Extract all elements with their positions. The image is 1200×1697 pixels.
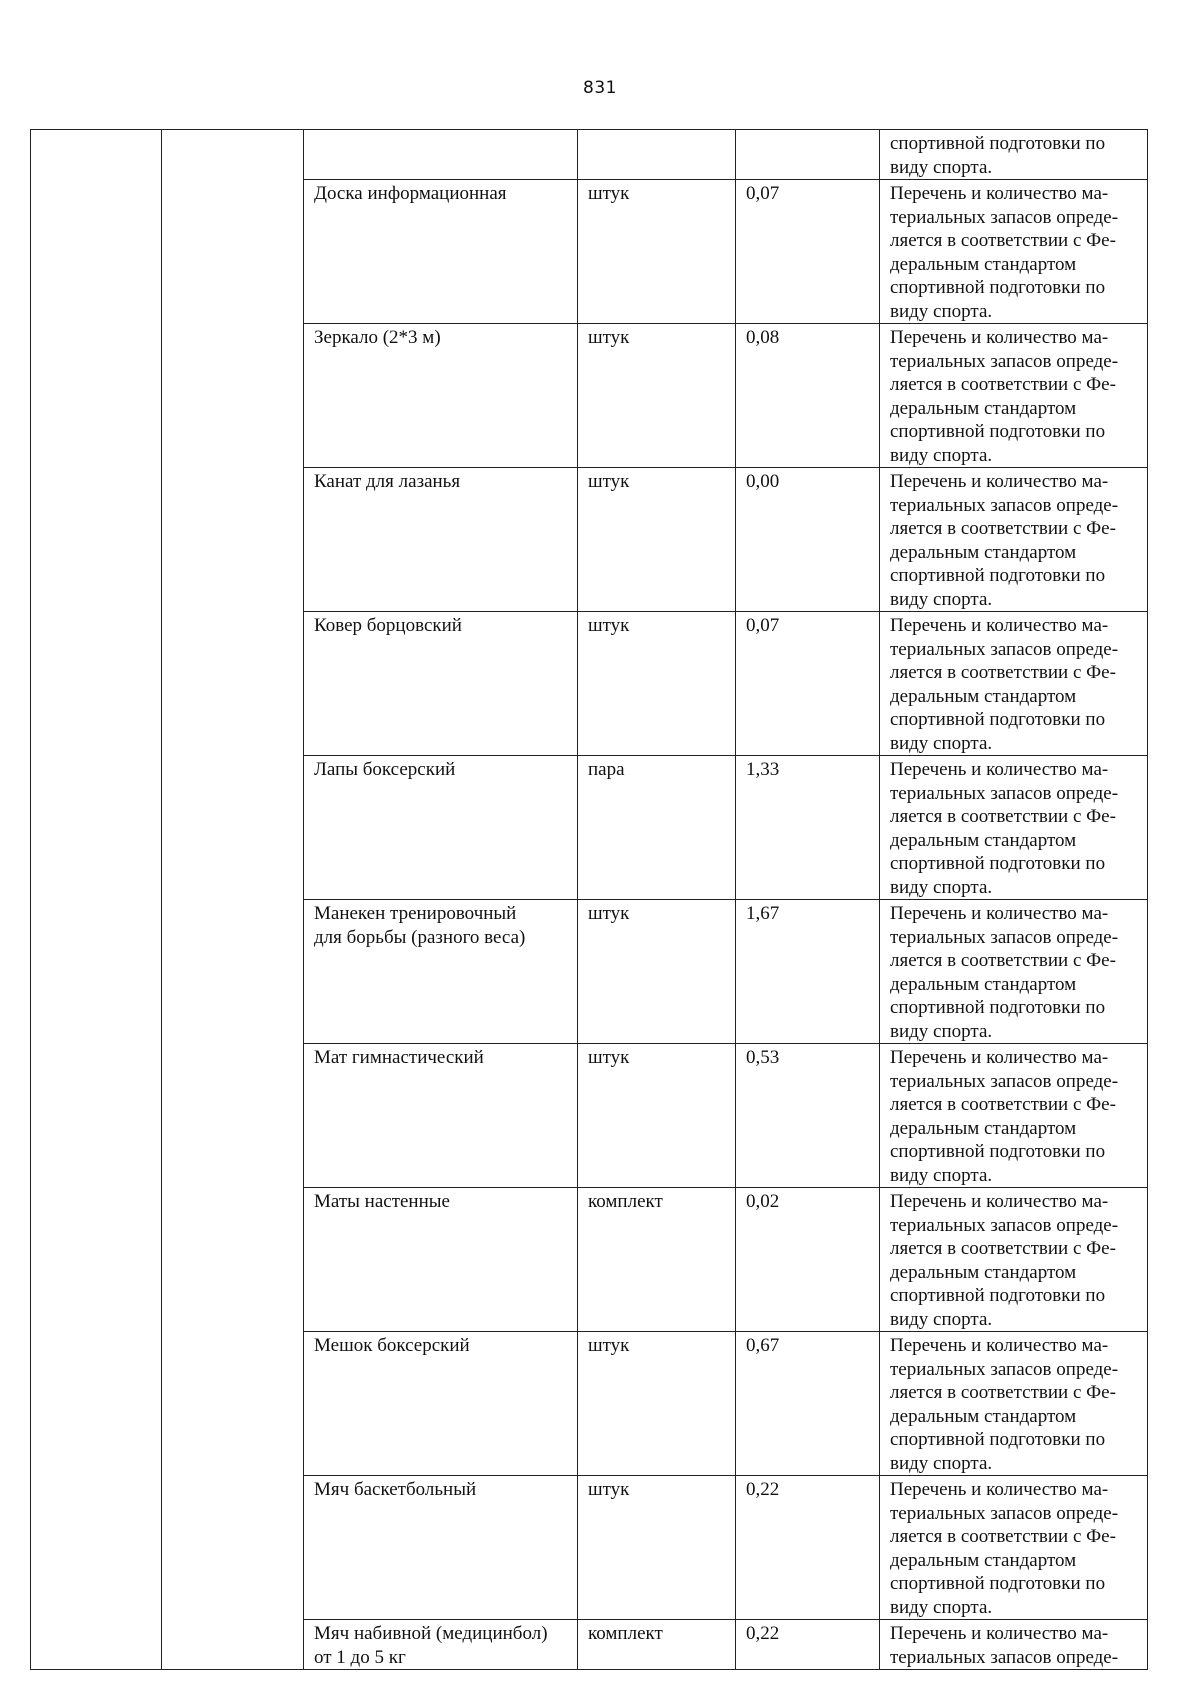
note-line: деральным стандартом <box>890 1405 1077 1427</box>
item-name: Зеркало (2*3 м) <box>314 327 441 348</box>
note-cell <box>880 756 1148 900</box>
note-line: деральным стандартом <box>890 1549 1077 1571</box>
unit-cell: штук <box>578 1476 736 1620</box>
merged-column-2 <box>162 130 304 1670</box>
note-line: териальных запасов опреде- <box>890 1646 1119 1668</box>
note-line: деральным стандартом <box>890 1261 1077 1283</box>
note-line: териальных запасов опреде- <box>890 638 1119 660</box>
note-line: териальных запасов опреде- <box>890 350 1119 372</box>
qty-cell <box>736 130 880 180</box>
unit-cell <box>578 130 736 180</box>
note-line: териальных запасов опреде- <box>890 494 1119 516</box>
note-line: виду спорта. <box>890 1308 993 1330</box>
note-line: деральным стандартом <box>890 397 1077 419</box>
unit-cell: штук <box>578 612 736 756</box>
note-line: виду спорта. <box>890 444 993 466</box>
item-cell <box>304 612 578 756</box>
note-line: ляется в соответствии с Фе- <box>890 1526 1116 1547</box>
note-line: спортивной подготовки по <box>890 565 1106 586</box>
unit-cell: комплект <box>578 1620 736 1670</box>
note-line: спортивной подготовки по <box>890 709 1106 730</box>
note-line: Перечень и количество ма- <box>890 615 1109 636</box>
item-name: Канат для лазанья <box>314 471 461 492</box>
note-line: Перечень и количество ма- <box>890 759 1109 780</box>
note-line: Перечень и количество ма- <box>890 1623 1109 1644</box>
note-line: виду спорта. <box>890 732 993 754</box>
table-row-continuation <box>31 130 1148 180</box>
note-line: Перечень и количество ма- <box>890 1335 1109 1356</box>
qty-cell: 1,33 <box>736 756 880 900</box>
note-line: спортивной подготовки по <box>890 277 1106 298</box>
note-line: териальных запасов опреде- <box>890 1358 1119 1380</box>
note-cell <box>880 1476 1148 1620</box>
note-cell <box>880 1620 1148 1670</box>
note-cell <box>880 324 1148 468</box>
note-line: виду спорта. <box>890 876 993 898</box>
unit-cell: штук <box>578 180 736 324</box>
qty-cell: 0,67 <box>736 1332 880 1476</box>
unit-cell: штук <box>578 1044 736 1188</box>
item-name: от 1 до 5 кг <box>314 1646 406 1668</box>
note-line: ляется в соответствии с Фе- <box>890 374 1116 395</box>
item-cell <box>304 130 578 180</box>
item-cell <box>304 1332 578 1476</box>
note-line: спортивной подготовки по <box>890 853 1106 874</box>
note-line: спортивной подготовки по <box>890 1573 1106 1594</box>
note-line: виду спорта. <box>890 588 993 610</box>
note-line: виду спорта. <box>890 156 993 178</box>
qty-cell: 0,22 <box>736 1620 880 1670</box>
note-line: ляется в соответствии с Фе- <box>890 1238 1116 1259</box>
note-line: спортивной подготовки по <box>890 997 1106 1018</box>
item-name: Маты настенные <box>314 1191 450 1212</box>
note-line: Перечень и количество ма- <box>890 1191 1109 1212</box>
note-line: ляется в соответствии с Фе- <box>890 230 1116 251</box>
qty-cell: 0,07 <box>736 612 880 756</box>
note-line: спортивной подготовки по <box>890 133 1106 154</box>
note-line: спортивной подготовки по <box>890 421 1106 442</box>
note-line: териальных запасов опреде- <box>890 926 1119 948</box>
unit-cell: комплект <box>578 1188 736 1332</box>
item-name: для борьбы (разного веса) <box>314 926 526 948</box>
item-name: Манекен тренировочный <box>314 903 517 924</box>
note-line: териальных запасов опреде- <box>890 1070 1119 1092</box>
note-line: деральным стандартом <box>890 685 1077 707</box>
note-cell <box>880 130 1148 180</box>
note-line: ляется в соответствии с Фе- <box>890 950 1116 971</box>
merged-column-1 <box>31 130 162 1670</box>
note-line: деральным стандартом <box>890 253 1077 275</box>
unit-cell: штук <box>578 900 736 1044</box>
note-line: Перечень и количество ма- <box>890 471 1109 492</box>
note-cell <box>880 612 1148 756</box>
note-line: виду спорта. <box>890 1452 993 1474</box>
note-line: деральным стандартом <box>890 541 1077 563</box>
note-line: виду спорта. <box>890 300 993 322</box>
equipment-table <box>30 129 1148 1670</box>
item-name: Мат гимнастический <box>314 1047 484 1068</box>
qty-cell: 0,53 <box>736 1044 880 1188</box>
note-line: Перечень и количество ма- <box>890 1047 1109 1068</box>
qty-cell: 0,07 <box>736 180 880 324</box>
note-line: ляется в соответствии с Фе- <box>890 662 1116 683</box>
note-line: виду спорта. <box>890 1596 993 1618</box>
note-line: виду спорта. <box>890 1164 993 1186</box>
qty-cell: 0,00 <box>736 468 880 612</box>
qty-cell: 0,08 <box>736 324 880 468</box>
item-cell <box>304 1188 578 1332</box>
qty-cell: 0,22 <box>736 1476 880 1620</box>
note-line: спортивной подготовки по <box>890 1285 1106 1306</box>
note-line: Перечень и количество ма- <box>890 327 1109 348</box>
note-line: ляется в соответствии с Фе- <box>890 806 1116 827</box>
note-line: териальных запасов опреде- <box>890 206 1119 228</box>
note-line: деральным стандартом <box>890 829 1077 851</box>
item-cell <box>304 468 578 612</box>
item-cell <box>304 1620 578 1670</box>
unit-cell: штук <box>578 468 736 612</box>
unit-cell: штук <box>578 324 736 468</box>
item-cell <box>304 180 578 324</box>
note-cell <box>880 1332 1148 1476</box>
note-line: Перечень и количество ма- <box>890 183 1109 204</box>
item-cell <box>304 900 578 1044</box>
item-cell <box>304 1044 578 1188</box>
note-line: деральным стандартом <box>890 1117 1077 1139</box>
note-cell <box>880 1188 1148 1332</box>
note-line: териальных запасов опреде- <box>890 1502 1119 1524</box>
item-name: Лапы боксерский <box>314 759 456 780</box>
note-line: ляется в соответствии с Фе- <box>890 1382 1116 1403</box>
note-line: Перечень и количество ма- <box>890 903 1109 924</box>
item-name: Ковер борцовский <box>314 615 462 636</box>
note-cell <box>880 900 1148 1044</box>
note-line: спортивной подготовки по <box>890 1429 1106 1450</box>
note-cell <box>880 1044 1148 1188</box>
note-line: спортивной подготовки по <box>890 1141 1106 1162</box>
qty-cell: 1,67 <box>736 900 880 1044</box>
note-cell <box>880 180 1148 324</box>
note-line: ляется в соответствии с Фе- <box>890 1094 1116 1115</box>
item-name: Мяч баскетбольный <box>314 1479 477 1500</box>
note-line: деральным стандартом <box>890 973 1077 995</box>
item-cell <box>304 1476 578 1620</box>
unit-cell: штук <box>578 1332 736 1476</box>
note-cell <box>880 468 1148 612</box>
note-line: териальных запасов опреде- <box>890 782 1119 804</box>
note-line: Перечень и количество ма- <box>890 1479 1109 1500</box>
unit-cell: пара <box>578 756 736 900</box>
note-line: виду спорта. <box>890 1020 993 1042</box>
note-line: териальных запасов опреде- <box>890 1214 1119 1236</box>
item-cell <box>304 324 578 468</box>
item-name: Мешок боксерский <box>314 1335 470 1356</box>
qty-cell: 0,02 <box>736 1188 880 1332</box>
item-name: Доска информационная <box>314 183 507 204</box>
note-line: ляется в соответствии с Фе- <box>890 518 1116 539</box>
page-number: 831 <box>583 78 617 98</box>
item-name: Мяч набивной (медицинбол) <box>314 1623 548 1644</box>
item-cell <box>304 756 578 900</box>
